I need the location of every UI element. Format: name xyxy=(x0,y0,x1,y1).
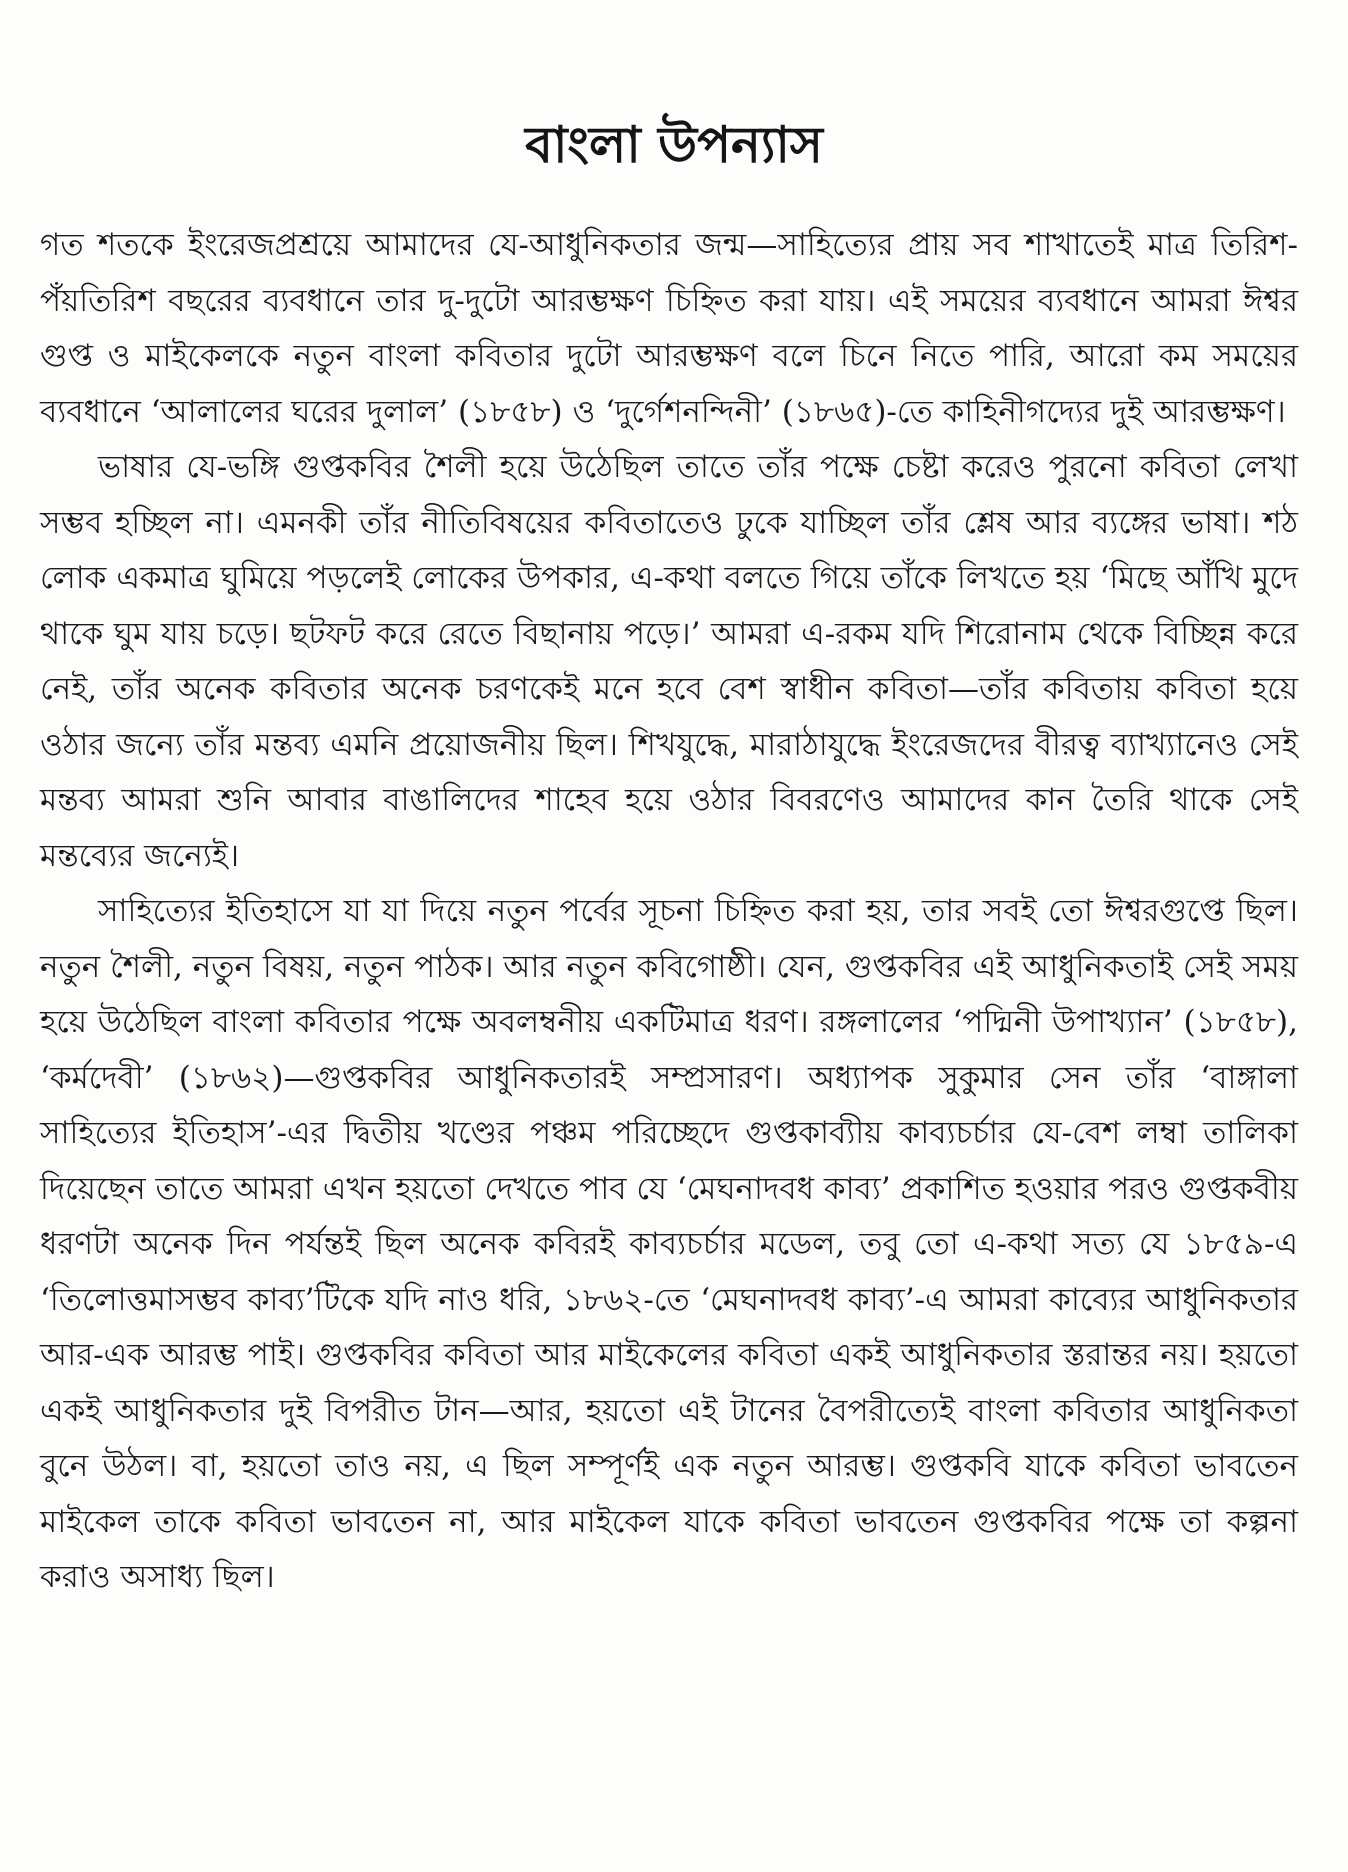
paragraph-3: সাহিত্যের ইতিহাসে যা যা দিয়ে নতুন পর্বের সূচনা চিহ্নিত করা হয়, তার সবই তো ঈশ্বরগুপ্তে ছিল। নতুন শৈলী, নতুন বিষয়, নতুন পাঠক। আর নতুন কবিগোষ্ঠী। যেন, গুপ্তকবির এই আধুনিকতাই সেই সময় হয়ে উঠেছিল বাংলা কবিতার পক্ষে অবলম্বনীয় একটিমাত্র ধরণ। রঙ্গলালের ‘পদ্মিনী উপাখ্যান’ (১৮৫৮), ‘কর্মদেবী’ (১৮৬২)—গুপ্তকবির আধুনিকতারই সম্প্রসারণ। অধ্যাপক সুকুমার সেন তাঁর ‘বাঙ্গালা সাহিত্যের ইতিহাস’-এর দ্বিতীয় খণ্ডের পঞ্চম পরিচ্ছেদে গুপ্তকাব্যীয় কাব্যচর্চার যে-বেশ লম্বা তালিকা দিয়েছেন তাতে আমরা এখন হয়তো দেখতে পাব যে ‘মেঘনাদবধ কাব্য’ প্রকাশিত হওয়ার পরও গুপ্তকবীয় ধরণটা অনেক দিন পর্যন্তই ছিল অনেক কবিরই কাব্যচর্চার মডেল, তবু তো এ-কথা সত্য যে ১৮৫৯-এ ‘তিলোত্তমাসম্ভব কাব্য’টিকে যদি নাও ধরি, ১৮৬২-তে ‘মেঘনাদবধ কাব্য’-এ আমরা কাব্যের আধুনিকতার আর-এক আরম্ভ পাই। গুপ্তকবির কবিতা আর মাইকেলের কবিতা একই আধুনিকতার স্তরান্তর নয়। হয়তো একই আধুনিকতার দুই বিপরীত টান—আর, হয়তো এই টানের বৈপরীত্যেই বাংলা কবিতার আধুনিকতা বুনে উঠল। বা, হয়তো তাও নয়, এ ছিল সম্পূর্ণই এক নতুন আরম্ভ। গুপ্তকবি যাকে কবিতা ভাবতেন মাইকেল তাকে কবিতা ভাবতেন না, আর মাইকেল যাকে কবিতা ভাবতেন গুপ্তকবির পক্ষে তা কল্পনা করাও অসাধ্য ছিল। xyxy=(40,893,1298,1595)
paragraph-2: ভাষার যে-ভঙ্গি গুপ্তকবির শৈলী হয়ে উঠেছিল তাতে তাঁর পক্ষে চেষ্টা করেও পুরনো কবিতা লেখা সম্ভব হচ্ছিল না। এমনকী তাঁর নীতিবিষয়ের কবিতাতেও ঢুকে যাচ্ছিল তাঁর শ্লেষ আর ব্যঙ্গের ভাষা। শঠ লোক একমাত্র ঘুমিয়ে পড়লেই লোকের উপকার, এ-কথা বলতে গিয়ে তাঁকে লিখতে হয় ‘মিছে আঁখি মুদে থাকে ঘুম যায় চড়ে। ছটফট করে রেতে বিছানায় পড়ে।’ আমরা এ-রকম যদি শিরোনাম থেকে বিচ্ছিন্ন করে নেই, তাঁর অনেক কবিতার অনেক চরণকেই মনে হবে বেশ স্বাধীন কবিতা—তাঁর কবিতায় কবিতা হয়ে ওঠার জন্যে তাঁর মন্তব্য এমনি প্রয়োজনীয় ছিল। শিখযুদ্ধে, মারাঠাযুদ্ধে ইংরেজদের বীরত্ব ব্যাখ্যানেও সেই মন্তব্য আমরা শুনি আবার বাঙালিদের শাহেব হয়ে ওঠার বিবরণেও আমাদের কান তৈরি থাকে সেই মন্তব্যের জন্যেই। xyxy=(40,449,1298,874)
chapter-title: বাংলা উপন্যাস xyxy=(525,115,823,174)
chapter-body xyxy=(40,218,1298,1606)
paragraph-1: গত শতকে ইংরেজপ্রশ্রয়ে আমাদের যে-আধুনিকতার জন্ম—সাহিত্যের প্রায় সব শাখাতেই মাত্র তিরিশ-পঁয়তিরিশ বছরের ব্যবধানে তার দু-দুটো আরম্ভক্ষণ চিহ্নিত করা যায়। এই সময়ের ব্যবধানে আমরা ঈশ্বর গুপ্ত ও মাইকেলকে নতুন বাংলা কবিতার দুটো আরম্ভক্ষণ বলে চিনে নিতে পারি, আরো কম সময়ের ব্যবধানে ‘আলালের ঘরের দুলাল’ (১৮৫৮) ও ‘দুর্গেশনন্দিনী’ (১৮৬৫)-তে কাহিনীগদ্যের দুই আরম্ভক্ষণ। xyxy=(40,227,1298,430)
